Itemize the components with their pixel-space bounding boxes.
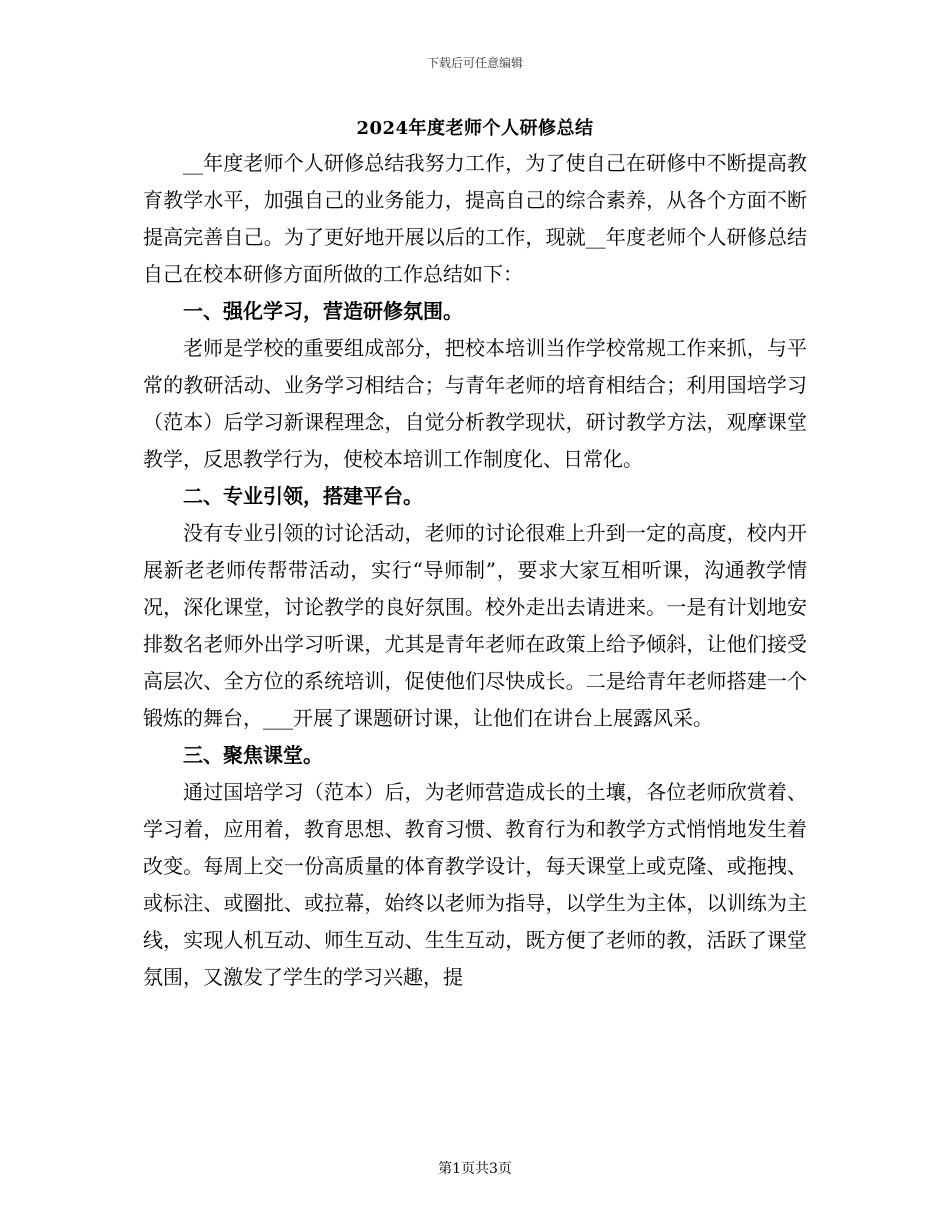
page-footer: 第1页共3页 <box>438 1161 512 1177</box>
section-heading-3: 三、聚焦课堂。 <box>183 743 323 767</box>
section-paragraph-2: 没有专业引领的讨论活动，老师的讨论很难上升到一定的高度，校内开展新老老师传帮带活动，实行“导师制”，要求大家互相听课，沟通教学情况，深化课堂，讨论教学的良好氛围。校外走出去请进来。一是有计划地安排数名老师外出学习听课，尤其是青年老师在政策上给予倾斜，让他们接受高层次、全方位的系统培训，促使他们尽快成长。二是给青年老师搭建一个锻炼的舞台，___开展了课题研讨课，让他们在讲台上展露风采。 <box>143 521 807 730</box>
intro-paragraph: __年度老师个人研修总结我努力工作，为了使自己在研修中不断提高教育教学水平，加强自己的业务能力，提高自己的综合素养，从各个方面不断提高完善自己。为了更好地开展以后的工作，现就__年度老师个人研修总结自己在校本研修方面所做的工作总结如下： <box>143 151 807 286</box>
section-heading-1: 一、强化学习，营造研修氛围。 <box>183 299 463 323</box>
header-note: 下载后可任意编辑 <box>426 56 523 70</box>
section-heading-2: 二、专业引领，搭建平台。 <box>183 484 423 508</box>
document-title: 2024年度老师个人研修总结 <box>356 118 594 139</box>
section-paragraph-3: 通过国培学习（范本）后，为老师营造成长的土壤，各位老师欣赏着、学习着，应用着，教育思想、教育习惯、教育行为和教学方式悄悄地发生着改变。每周上交一份高质量的体育教学设计，每天课堂上或克隆、或拖拽、或标注、或圈批、或拉幕，始终以老师为指导，以学生为主体，以训练为主线，实现人机互动、师生互动、生生互动，既方便了老师的教，活跃了课堂氛围，又激发了学生的学习兴趣，提 <box>143 780 807 989</box>
document-body <box>143 145 807 996</box>
section-paragraph-1: 老师是学校的重要组成部分，把校本培训当作学校常规工作来抓，与平常的教研活动、业务学习相结合；与青年老师的培育相结合；利用国培学习（范本）后学习新课程理念，自觉分析教学现状，研讨教学方法，观摩课堂教学，反思教学行为，使校本培训工作制度化、日常化。 <box>143 336 807 471</box>
